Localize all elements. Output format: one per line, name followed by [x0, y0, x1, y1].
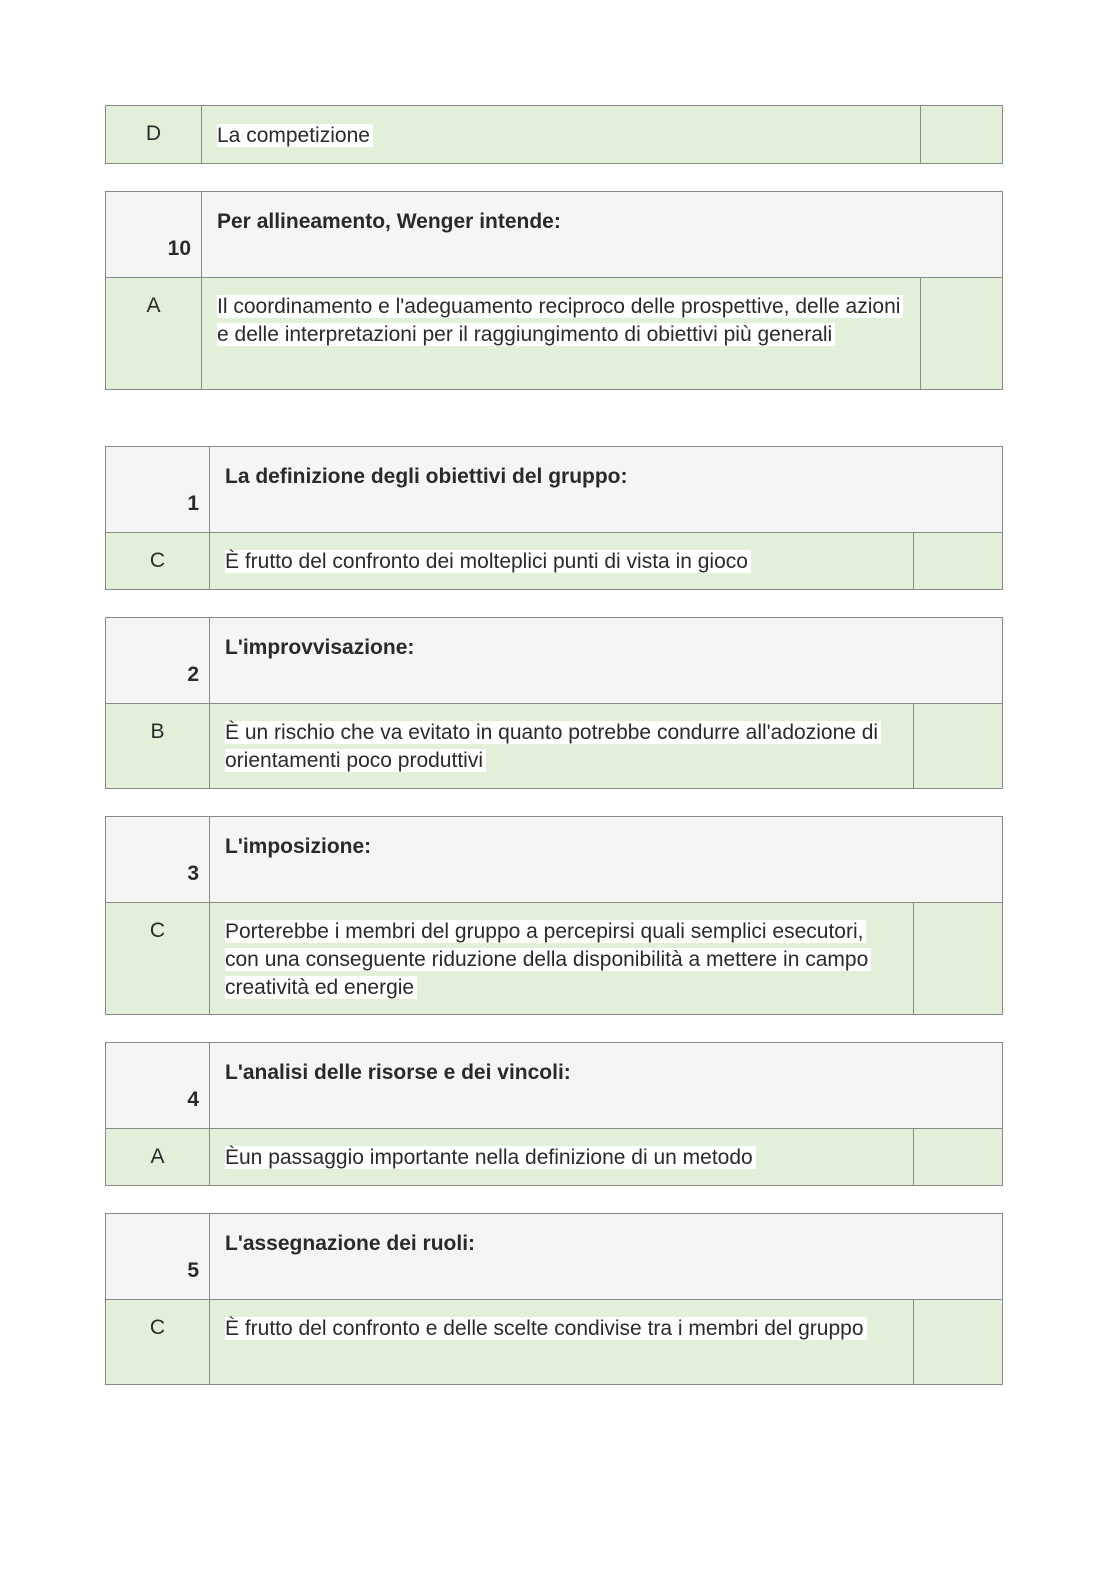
- answer-row: [106, 532, 1002, 589]
- question-row: [106, 192, 1002, 277]
- question-text: L'improvvisazione:: [225, 636, 415, 659]
- answer-letter: A: [106, 1129, 210, 1185]
- answer-row: [106, 277, 1002, 389]
- question-block-3: [105, 816, 1003, 1015]
- answer-text-cell: [210, 533, 914, 589]
- answer-check-cell: [914, 903, 1002, 1014]
- answer-letter: B: [106, 704, 210, 788]
- question-row: [106, 817, 1002, 902]
- answer-text: Porterebbe i membri del gruppo a percepirsi quali semplici esecutori, con una conseguente riduzione della disponibilità a mettere in campo creatività ed energie: [225, 920, 871, 999]
- question-number: 10: [106, 192, 202, 277]
- question-text: Per allineamento, Wenger intende:: [217, 210, 561, 233]
- question-text-cell: [210, 817, 1002, 902]
- question-row: [106, 447, 1002, 532]
- question-number: 5: [106, 1214, 210, 1299]
- answer-row: [106, 106, 1002, 163]
- answer-text: La competizione: [217, 124, 373, 147]
- question-number: 3: [106, 817, 210, 902]
- question-block-1: [105, 446, 1003, 590]
- answer-text: Il coordinamento e l'adeguamento reciproco delle prospettive, delle azioni e delle interpretazioni per il raggiungimento di obiettivi più generali: [217, 295, 903, 346]
- answer-block-continuation: [105, 105, 1003, 164]
- question-block-4: [105, 1042, 1003, 1186]
- answer-check-cell: [914, 1300, 1002, 1384]
- answer-text: È frutto del confronto e delle scelte condivise tra i membri del gruppo: [225, 1317, 867, 1340]
- question-text-cell: [210, 1043, 1002, 1128]
- question-block-5: [105, 1213, 1003, 1385]
- question-text-cell: [210, 618, 1002, 703]
- answer-letter: C: [106, 903, 210, 1014]
- question-text: La definizione degli obiettivi del gruppo:: [225, 465, 628, 488]
- question-number: 1: [106, 447, 210, 532]
- answer-row: [106, 703, 1002, 788]
- answer-check-cell: [921, 278, 1002, 389]
- answer-check-cell: [921, 106, 1002, 163]
- answer-check-cell: [914, 704, 1002, 788]
- question-number: 2: [106, 618, 210, 703]
- answer-row: [106, 1299, 1002, 1384]
- answer-letter: C: [106, 533, 210, 589]
- question-number: 4: [106, 1043, 210, 1128]
- answer-text-cell: [210, 704, 914, 788]
- question-text: L'analisi delle risorse e dei vincoli:: [225, 1061, 571, 1084]
- question-text-cell: [210, 1214, 1002, 1299]
- answer-text: Èun passaggio importante nella definizione di un metodo: [225, 1146, 756, 1169]
- answer-text: È frutto del confronto dei molteplici punti di vista in gioco: [225, 550, 751, 573]
- question-row: [106, 1043, 1002, 1128]
- answer-text-cell: [210, 903, 914, 1014]
- question-text: L'imposizione:: [225, 835, 372, 858]
- question-text-cell: [210, 447, 1002, 532]
- answer-text-cell: [210, 1129, 914, 1185]
- question-row: [106, 618, 1002, 703]
- question-text-cell: [202, 192, 1002, 277]
- answer-row: [106, 902, 1002, 1014]
- answer-text-cell: [210, 1300, 914, 1384]
- answer-text-cell: [202, 278, 921, 389]
- answer-row: [106, 1128, 1002, 1185]
- question-row: [106, 1214, 1002, 1299]
- answer-check-cell: [914, 533, 1002, 589]
- question-block-10: [105, 191, 1003, 390]
- answer-check-cell: [914, 1129, 1002, 1185]
- question-block-2: [105, 617, 1003, 789]
- answer-letter: D: [106, 106, 202, 163]
- answer-letter: C: [106, 1300, 210, 1384]
- answer-text: È un rischio che va evitato in quanto potrebbe condurre all'adozione di orientamenti poco produttivi: [225, 721, 881, 772]
- answer-letter: A: [106, 278, 202, 389]
- question-text: L'assegnazione dei ruoli:: [225, 1232, 476, 1255]
- answer-text-cell: [202, 106, 921, 163]
